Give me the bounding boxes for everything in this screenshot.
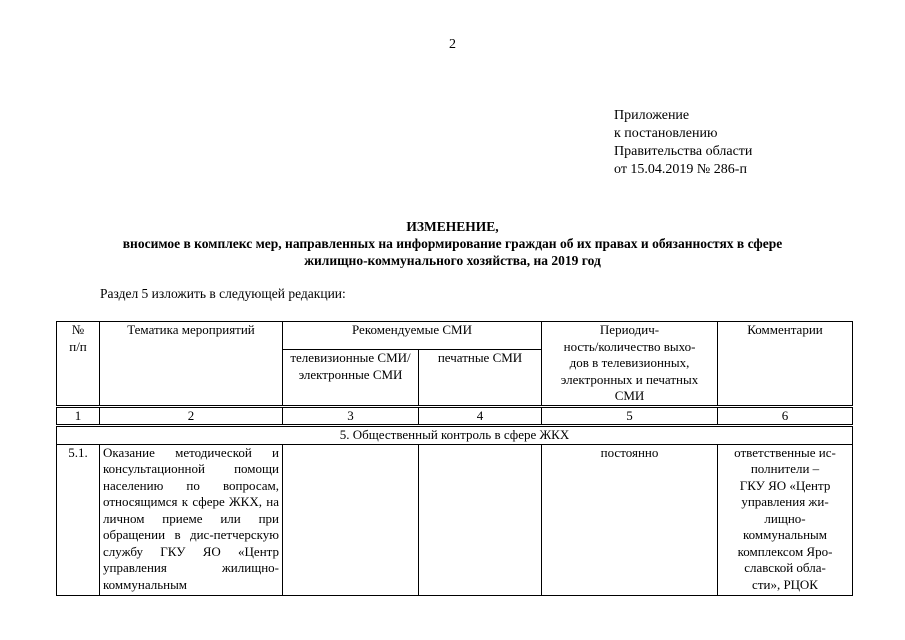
page-number: 2: [449, 37, 456, 52]
header-period: Периодич- ность/количество выхо- дов в телевизионных, электронных и печатных СМИ: [542, 322, 718, 407]
header-tv: телевизионные СМИ/электронные СМИ: [283, 350, 419, 406]
header-num: № п/п: [57, 322, 100, 407]
header-topic: Тематика мероприятий: [100, 322, 283, 407]
row-print: [419, 444, 542, 595]
appendix-line: к постановлению: [614, 126, 718, 141]
document-title: [40, 218, 865, 269]
header-comments: Комментарии: [718, 322, 853, 407]
header-print: печатные СМИ: [419, 350, 542, 406]
row-topic: Оказание методической и консультационной помощи населению по вопросам, относящимся к сфере ЖКХ, на личном приеме или при обращении в дис-петчерскую службу ГКУ ЯО «Центр управления жилищно-коммунальным: [100, 444, 283, 595]
intro-text: Раздел 5 изложить в следующей редакции:: [100, 286, 346, 301]
column-number: 3: [283, 406, 419, 426]
title-line: жилищно-коммунального хозяйства, на 2019 год: [304, 253, 601, 268]
row-comments: ответственные ис- полнители – ГКУ ЯО «Центр управления жи- лищно- коммунальным комплексом Яро- славской обла- сти», РЦОК: [718, 444, 853, 595]
row-tv: [283, 444, 419, 595]
appendix-line: Правительства области: [614, 144, 753, 159]
appendix-line: Приложение: [614, 108, 690, 123]
table-row: [57, 444, 853, 595]
title-line: вносимое в комплекс мер, направленных на информирование граждан об их правах и обязанностях в сфере: [122, 236, 783, 251]
section-title: 5. Общественный контроль в сфере ЖКХ: [57, 426, 853, 445]
column-number: 5: [542, 406, 718, 426]
header-row: [57, 322, 853, 350]
row-num: 5.1.: [57, 444, 100, 595]
appendix-block: [614, 107, 752, 179]
column-number: 1: [57, 406, 100, 426]
section-row: [57, 426, 853, 445]
appendix-line: от 15.04.2019 № 286-п: [614, 162, 747, 177]
column-number: 2: [100, 406, 283, 426]
column-number-row: [57, 406, 853, 426]
row-period: постоянно: [542, 444, 718, 595]
column-number: 6: [718, 406, 853, 426]
header-media: Рекомендуемые СМИ: [283, 322, 542, 350]
title-heading: ИЗМЕНЕНИЕ,: [406, 219, 499, 234]
measures-table: [56, 321, 853, 596]
column-number: 4: [419, 406, 542, 426]
